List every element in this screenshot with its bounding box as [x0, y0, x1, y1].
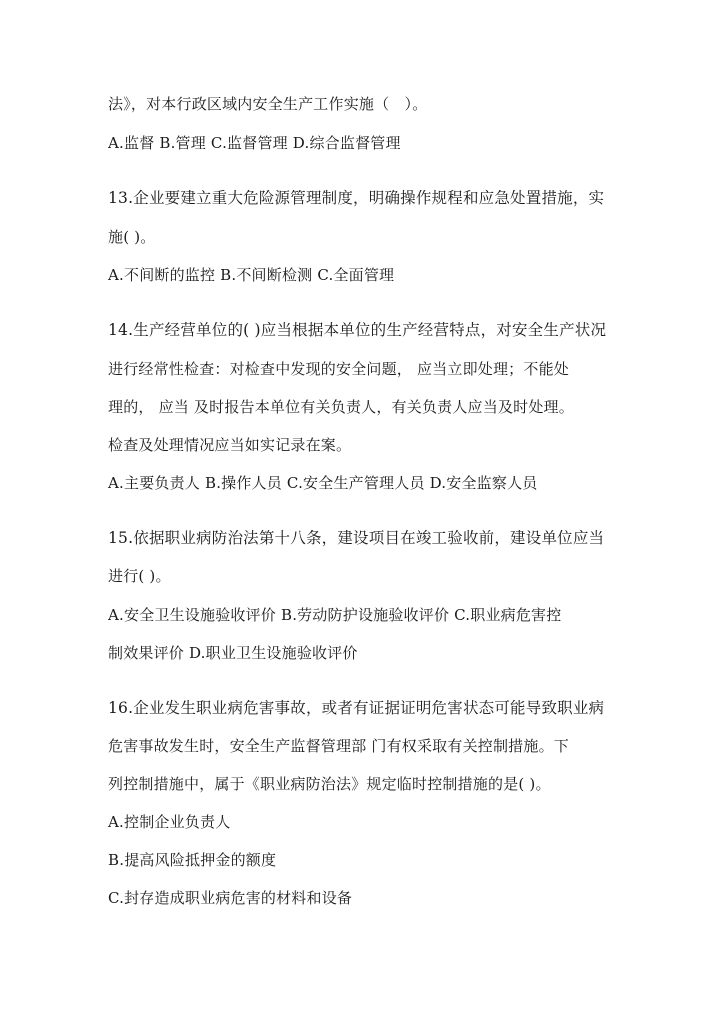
q15-stem-line-1: 15.依据职业病防治法第十八条，建设项目在竣工验收前，建设单位应当	[108, 529, 605, 547]
q16-option-a: A.控制企业负责人	[108, 813, 231, 831]
q15-stem-line-2: 进行( )。	[108, 567, 171, 585]
q14-stem-line-3: 理的， 应当 及时报告本单位有关负责人，有关负责人应当及时处理。	[108, 398, 574, 416]
q16-option-b: B.提高风险抵押金的额度	[108, 851, 277, 869]
q16-stem-line-3: 列控制措施中，属于《职业病防治法》规定临时控制措施的是( )。	[108, 775, 551, 793]
q12-stem-tail: 法》，对本行政区域内安全生产工作实施（ ）。	[108, 95, 428, 113]
q15-options-line-1: A.安全卫生设施验收评价 B.劳动防护设施验收评价 C.职业病危害控	[108, 606, 562, 624]
q13-options: A.不间断的监控 B.不间断检测 C.全面管理	[108, 266, 395, 284]
q15-options-line-2: 制效果评价 D.职业卫生设施验收评价	[108, 644, 358, 662]
q12-options: A.监督 B.管理 C.监督管理 D.综合监督管理	[108, 134, 401, 152]
q13-stem-line-1: 13.企业要建立重大危险源管理制度，明确操作规程和应急处置措施，实	[108, 189, 605, 207]
q14-options: A.主要负责人 B.操作人员 C.安全生产管理人员 D.安全监察人员	[108, 474, 538, 492]
q13-stem-line-2: 施( )。	[108, 228, 156, 246]
q16-stem-line-1: 16.企业发生职业病危害事故，或者有证据证明危害状态可能导致职业病	[108, 699, 605, 717]
q14-stem-line-2: 进行经常性检查：对检查中发现的安全问题， 应当立即处理；不能处	[108, 360, 569, 378]
q16-option-c: C.封存造成职业病危害的材料和设备	[108, 889, 353, 907]
q14-stem-line-4: 检查及处理情况应当如实记录在案。	[108, 436, 352, 454]
q14-stem-line-1: 14.生产经营单位的( )应当根据本单位的生产经营特点，对安全生产状况	[108, 321, 607, 339]
q16-stem-line-2: 危害事故发生时，安全生产监督管理部 门有权采取有关控制措施。下	[108, 737, 569, 755]
